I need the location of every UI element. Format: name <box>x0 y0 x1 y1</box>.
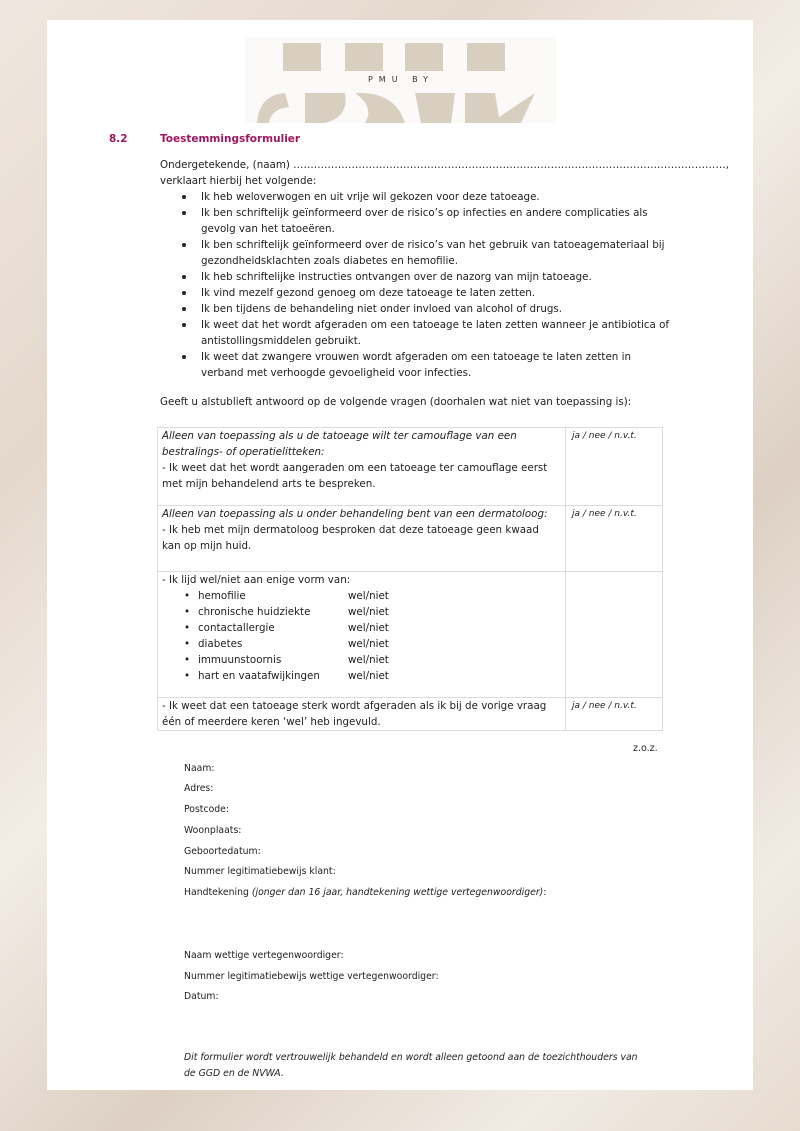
question-text: kan op mijn huid. <box>162 540 252 552</box>
intro-text: verklaart hierbij het volgende: <box>160 175 317 187</box>
bullet-icon <box>182 291 186 295</box>
condition-value[interactable]: wel/niet <box>348 654 389 666</box>
bullet-icon <box>182 211 186 215</box>
field-colon: : <box>543 887 547 898</box>
answer-option[interactable]: ja / nee / n.v.t. <box>566 428 663 506</box>
field-label: Handtekening <box>184 887 249 898</box>
bullet-icon: • <box>183 670 191 682</box>
field-geboortedatum[interactable]: Geboortedatum: <box>184 846 261 857</box>
logo <box>245 37 557 123</box>
condition-list <box>162 588 561 684</box>
question-text: - Ik heb met mijn dermatoloog besproken dat deze tatoeage geen kwaad <box>162 524 539 536</box>
declaration-item: Ik ben schriftelijk geïnformeerd over de risico’s van het gebruik van tatoeagemateriaal bij <box>201 239 665 251</box>
table-row <box>158 506 663 572</box>
field-naam-vertegenwoordiger[interactable]: Naam wettige vertegenwoordiger: <box>184 950 344 961</box>
question-condition: Alleen van toepassing als u de tatoeage wilt ter camouflage van een <box>162 430 517 442</box>
question-cell <box>158 572 566 698</box>
field-naam[interactable]: Naam: <box>184 763 215 774</box>
section-number: 8.2 <box>109 133 128 145</box>
field-handtekening[interactable] <box>184 886 546 900</box>
answer-option[interactable]: ja / nee / n.v.t. <box>566 506 663 572</box>
bullet-icon: • <box>183 654 191 666</box>
condition-name: hemofilie <box>198 590 246 602</box>
declaration-item: Ik vind mezelf gezond genoeg om deze tatoeage te laten zetten. <box>201 287 536 299</box>
condition-value[interactable]: wel/niet <box>348 670 389 682</box>
bullet-icon: • <box>183 606 191 618</box>
declaration-item: Ik weet dat zwangere vrouwen wordt afgeraden om een tatoeage te laten zetten in <box>201 351 631 363</box>
condition-name: diabetes <box>198 638 243 650</box>
declaration-item: Ik weet dat het wordt afgeraden om een tatoeage te laten zetten wanneer je antibiotica of <box>201 319 670 331</box>
name-line: Ondergetekende, (naam) ………………………………………………………………………………………………………………, <box>160 159 729 171</box>
bullet-icon <box>182 323 186 327</box>
bullet-icon <box>182 355 186 359</box>
field-adres[interactable]: Adres: <box>184 783 214 794</box>
condition-name: immuunstoornis <box>198 654 282 666</box>
bullet-icon: • <box>183 590 191 602</box>
question-cell <box>158 506 566 572</box>
zoz-note: z.o.z. <box>633 743 658 754</box>
questions-table <box>157 427 663 731</box>
question-condition: Alleen van toepassing als u onder behandeling bent van een dermatoloog: <box>162 508 548 520</box>
declaration-item: Ik heb weloverwogen en uit vrije wil gekozen voor deze tatoeage. <box>201 191 540 203</box>
condition-item <box>162 652 561 668</box>
question-text: - Ik weet dat een tatoeage sterk wordt afgeraden als ik bij de vorige vraag <box>162 700 547 712</box>
condition-item <box>162 588 561 604</box>
condition-value[interactable]: wel/niet <box>348 606 389 618</box>
question-cell <box>158 698 566 731</box>
field-postcode[interactable]: Postcode: <box>184 804 230 815</box>
section-title: Toestemmingsformulier <box>160 133 301 145</box>
condition-name: hart en vaatafwijkingen <box>198 670 320 682</box>
question-cell <box>158 428 566 506</box>
condition-item <box>162 620 561 636</box>
bullet-icon: • <box>183 638 191 650</box>
field-legitimatie-vertegenwoordiger[interactable]: Nummer legitimatiebewijs wettige vertegenwoordiger: <box>184 971 439 982</box>
footer-note: de GGD en de NVWA. <box>184 1068 284 1079</box>
bullet-icon <box>182 195 186 199</box>
answer-cell-empty <box>566 572 663 698</box>
questions-intro: Geeft u alstublieft antwoord op de volgende vragen (doorhalen wat niet van toepassing is): <box>160 396 632 408</box>
condition-item <box>162 668 561 684</box>
bullet-icon <box>182 275 186 279</box>
table-row <box>158 428 663 506</box>
condition-item <box>162 604 561 620</box>
answer-option[interactable]: ja / nee / n.v.t. <box>566 698 663 731</box>
declaration-item: Ik heb schriftelijke instructies ontvangen over de nazorg van mijn tatoeage. <box>201 271 592 283</box>
question-text: één of meerdere keren ‘wel’ heb ingevuld. <box>162 716 381 728</box>
field-legitimatie[interactable]: Nummer legitimatiebewijs klant: <box>184 866 336 877</box>
condition-item <box>162 636 561 652</box>
condition-value[interactable]: wel/niet <box>348 590 389 602</box>
document-page <box>47 20 753 1090</box>
logo-tagline: PMU BY <box>367 75 435 84</box>
bullet-icon <box>182 307 186 311</box>
condition-name: contactallergie <box>198 622 275 634</box>
field-datum[interactable]: Datum: <box>184 991 219 1002</box>
question-text: met mijn behandelend arts te bespreken. <box>162 478 376 490</box>
declaration-item: gezondheidsklachten zoals diabetes en hemofilie. <box>201 255 458 267</box>
declaration-item: antistollingsmiddelen gebruikt. <box>201 335 362 347</box>
question-text: - Ik lijd wel/niet aan enige vorm van: <box>162 574 351 586</box>
question-text: - Ik weet dat het wordt aangeraden om een tatoeage ter camouflage eerst <box>162 462 548 474</box>
bullet-icon: • <box>183 622 191 634</box>
condition-value[interactable]: wel/niet <box>348 638 389 650</box>
condition-value[interactable]: wel/niet <box>348 622 389 634</box>
table-row <box>158 572 663 698</box>
declaration-item: gevolg van het tatoeëren. <box>201 223 335 235</box>
declaration-item: verband met verhoogde gevoeligheid voor infecties. <box>201 367 472 379</box>
table-row <box>158 698 663 731</box>
field-woonplaats[interactable]: Woonplaats: <box>184 825 242 836</box>
declaration-item: Ik ben tijdens de behandeling niet onder invloed van alcohol of drugs. <box>201 303 563 315</box>
bullet-icon <box>182 243 186 247</box>
condition-name: chronische huidziekte <box>198 606 311 618</box>
field-note: (jonger dan 16 jaar, handtekening wettige vertegenwoordiger) <box>251 887 544 898</box>
question-condition: bestralings- of operatielitteken: <box>162 446 325 458</box>
footer-note: Dit formulier wordt vertrouwelijk behandeld en wordt alleen getoond aan de toezichthouders van <box>184 1052 638 1063</box>
declaration-item: Ik ben schriftelijk geïnformeerd over de risico’s op infecties en andere complicaties als <box>201 207 648 219</box>
